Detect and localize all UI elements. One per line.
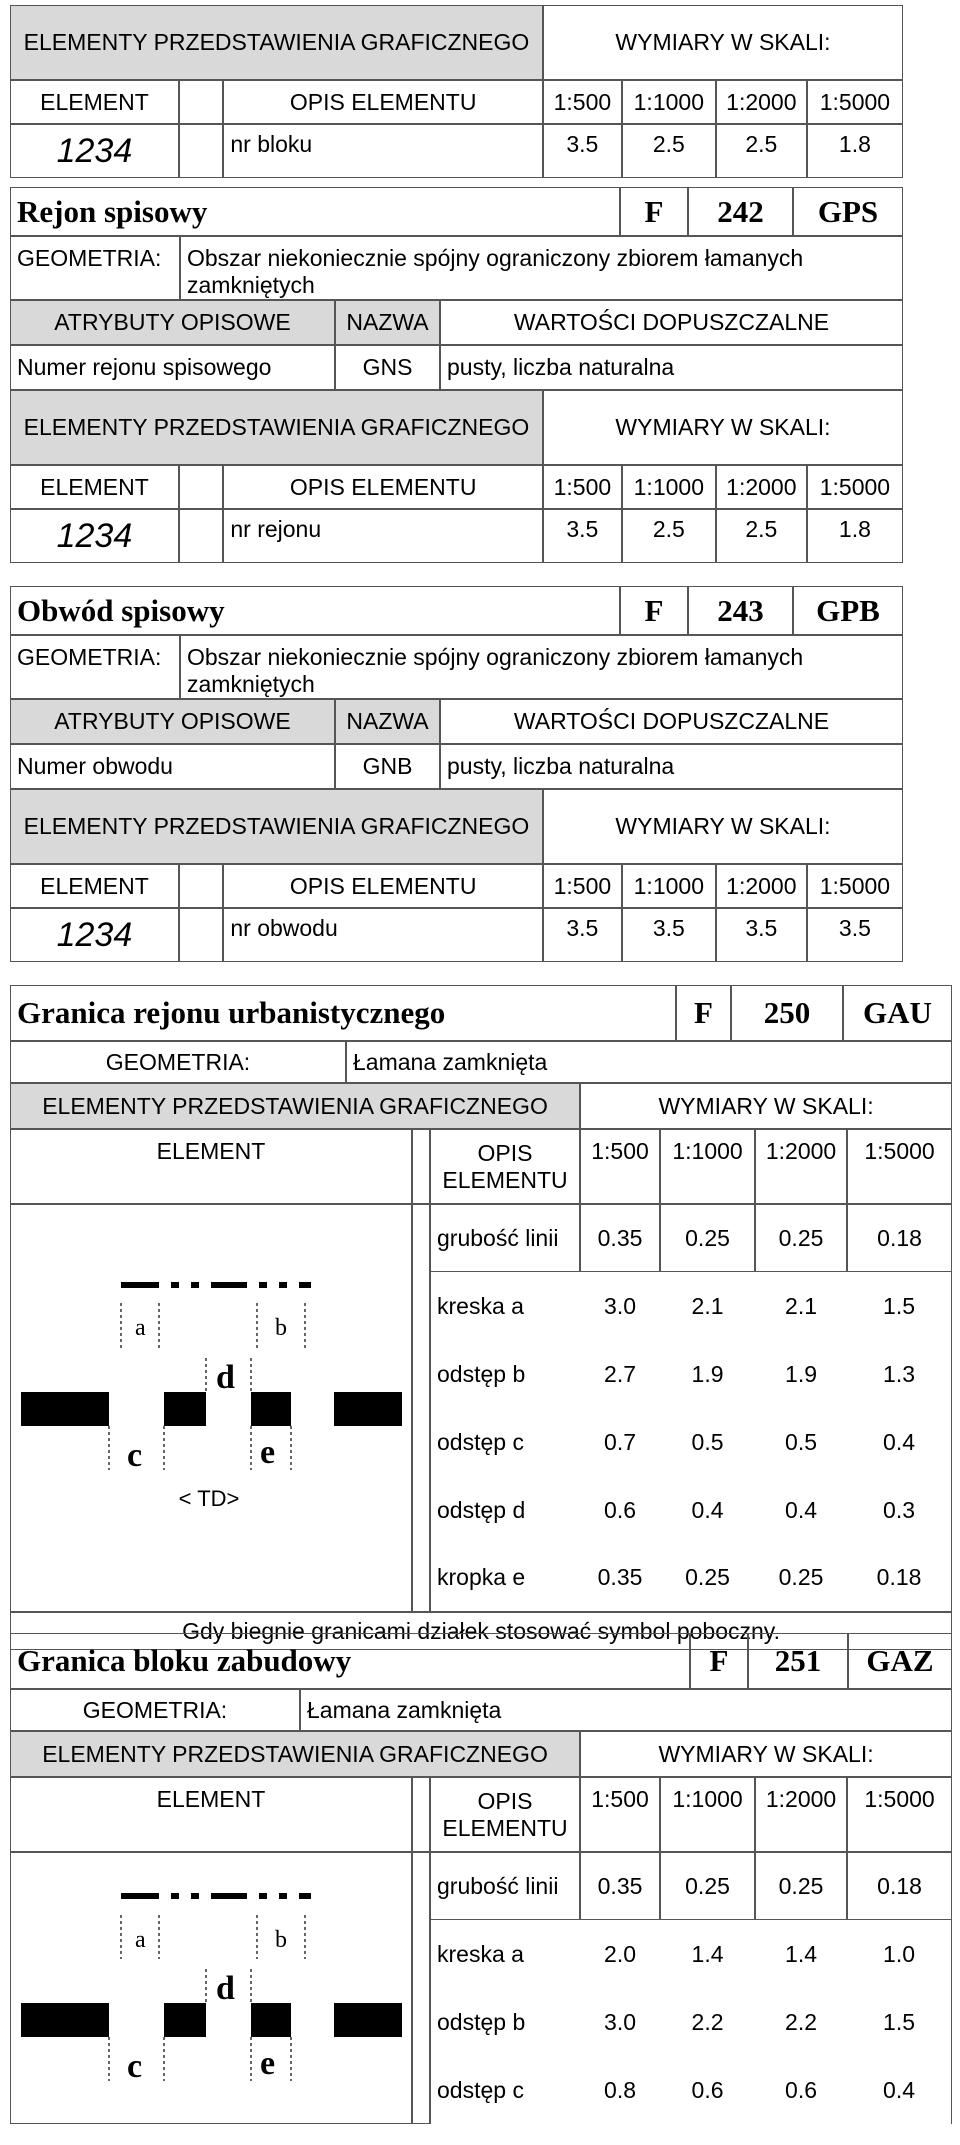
attr-values: pusty, liczba naturalna: [440, 744, 903, 789]
geometria-label: GEOMETRIA:: [10, 236, 180, 300]
section-title: Granica rejonu urbanistycznego: [10, 985, 676, 1041]
svg-text:a: a: [135, 1927, 146, 1953]
attr-name: Numer obwodu: [10, 744, 335, 789]
dash-a: [121, 1282, 159, 1288]
letter-a: a: [135, 1315, 146, 1341]
sample-number: 1234: [10, 509, 179, 563]
section-title: Granica bloku zabudowy: [10, 1633, 690, 1689]
attr-values: pusty, liczba naturalna: [440, 345, 903, 390]
section-granica-rejonu: Granica rejonu urbanistycznego F 250 GAU GEOMETRIA: Łamana zamknięta ELEMENTY PRZEDSTAWIENIA GRAFICZNEGO WYMIARY W SKALI: ELEMENT OPIS ELEMENTU 1:500 1:1000 1:2000 1:5000 a b c d e < TD> grubość linii 0.35 0.25 0.25 0.18 kreska a 3.0 2.1 2.1 1.5 odstęp b 2.7 1.9 1.9 1.3 odstęp c 0.7 0.5 0.5 0.4 odstęp d 0.6 0.4 0.4 0.3 kropka e 0.35 0.25 0.25 0.18 Gdy biegnie granicami działek stosować symbol poboczny.: [10, 985, 952, 1650]
element-desc: nr bloku: [223, 124, 543, 178]
scale-5000: 1:5000: [807, 80, 903, 124]
svg-text:c: c: [127, 2048, 143, 2085]
boundary-line-diagram: [11, 1853, 411, 2123]
section-obwod-spisowy: Obwód spisowy F 243 GPB GEOMETRIA: Obszar niekoniecznie spójny ograniczony zbiorem łamanych zamkniętych ATRYBUTY OPISOWE NAZWA WARTOŚCI DOPUSZCZALNE Numer obwodu GNB pusty, liczba naturalna ELEMENTY PRZEDSTAWIENIA GRAFICZNEGO WYMIARY W SKALI: ELEMENT OPIS ELEMENTU 1:500 1:1000 1:2000 1:5000 1234 nr obwodu 3.5 3.5 3.5 3.5: [10, 586, 903, 962]
sample-number: 1234: [10, 124, 179, 178]
boundary-line-diagram: [11, 1208, 411, 1608]
section-granica-bloku: Granica bloku zabudowy F 251 GAZ GEOMETRIA: Łamana zamknięta ELEMENTY PRZEDSTAWIENIA GRAFICZNEGO WYMIARY W SKALI: ELEMENT OPIS ELEMENTU 1:500 1:1000 1:2000 1:5000 a b c d e grubość linii 0.35 0.25 0.25 0.18 kreska a 2.0 1.4 1.4 1.0 odstęp b 3.0 2.2 2.2 1.5 odstęp c 0.8 0.6 0.6 0.4: [10, 1633, 952, 2124]
geometry-text: Łamana zamknięta: [300, 1689, 952, 1731]
line-symbol-diagram: [10, 1204, 412, 1612]
td-label: < TD>: [178, 1486, 240, 1511]
letter-d: d: [216, 1359, 235, 1396]
section-rejon-spisowy: Rejon spisowy F 242 GPS GEOMETRIA: Obszar niekoniecznie spójny ograniczony zbiorem łamanych zamkniętych ATRYBUTY OPISOWE NAZWA WARTOŚCI DOPUSZCZALNE Numer rejonu spisowego GNS pusty, liczba naturalna ELEMENTY PRZEDSTAWIENIA GRAFICZNEGO WYMIARY W SKALI: ELEMENT OPIS ELEMENTU 1:500 1:1000 1:2000 1:5000 1234 nr rejonu 3.5 2.5 2.5 1.8: [10, 187, 903, 563]
attr-name: Numer rejonu spisowego: [10, 345, 335, 390]
letter-c: c: [127, 1437, 143, 1474]
attr-code: GNS: [335, 345, 440, 390]
section-code: 242: [688, 187, 793, 236]
geometry-text: Obszar niekoniecznie spójny ograniczony zbiorem łamanych zamkniętych: [180, 236, 903, 300]
svg-text:d: d: [216, 1970, 235, 2007]
block-bloku: ELEMENTY PRZEDSTAWIENIA GRAFICZNEGO WYMIARY W SKALI: ELEMENT OPIS ELEMENTU 1:500 1:1000 1:2000 1:5000 1234 nr bloku 3.5 2.5 2.5 1.8: [10, 5, 903, 178]
scale-2000: 1:2000: [716, 80, 807, 124]
section-title: Rejon spisowy: [10, 187, 620, 236]
line-symbol-diagram: [10, 1852, 412, 2124]
section-title: Obwód spisowy: [10, 586, 620, 635]
section-code: 250: [731, 985, 843, 1041]
scale-1000: 1:1000: [622, 80, 716, 124]
note-text: Gdy biegnie granicami działek stosować symbol poboczny.: [10, 1612, 952, 1650]
section-abbr: GPS: [793, 187, 903, 236]
letter-e: e: [260, 1434, 276, 1471]
svg-text:b: b: [275, 1927, 287, 1953]
section-abbr: GAZ: [848, 1633, 952, 1689]
element-label: ELEMENT: [10, 80, 179, 124]
section-abbr: GAU: [843, 985, 952, 1041]
section-abbr: GPB: [793, 586, 903, 635]
opis-label: OPIS ELEMENTU: [223, 80, 543, 124]
geometry-text: Łamana zamknięta: [346, 1041, 952, 1083]
wymiary-header: WYMIARY W SKALI:: [543, 5, 903, 80]
scale-500: 1:500: [543, 80, 622, 124]
letter-b: b: [275, 1315, 287, 1341]
section-code: 243: [688, 586, 793, 635]
section-code: 251: [748, 1633, 848, 1689]
elementy-header: ELEMENTY PRZEDSTAWIENIA GRAFICZNEGO: [10, 5, 543, 80]
attr-code: GNB: [335, 744, 440, 789]
sample-number: 1234: [10, 908, 179, 962]
svg-text:e: e: [260, 2045, 276, 2082]
